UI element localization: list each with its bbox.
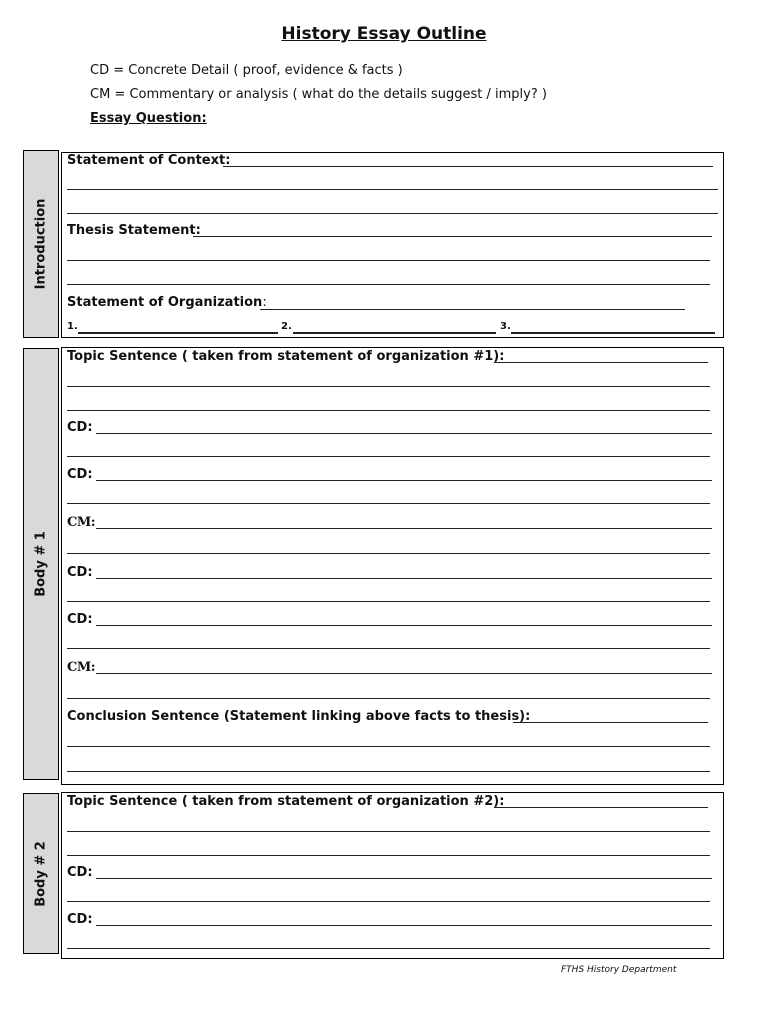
footer-department: FTHS History Department — [561, 965, 677, 975]
cm-label: CM: — [67, 515, 96, 530]
cm-write-line[interactable] — [67, 553, 710, 554]
conclusion-write-line[interactable] — [513, 722, 708, 723]
cd-write-line[interactable] — [67, 456, 710, 457]
topic-sentence-label: Topic Sentence ( taken from statement of organization #2): — [67, 794, 505, 809]
context-write-line[interactable] — [67, 189, 718, 190]
organization-item-number: 2. — [281, 321, 292, 332]
cd-write-line[interactable] — [96, 578, 712, 579]
topic-write-line[interactable] — [67, 386, 710, 387]
organization-write-line[interactable] — [260, 309, 685, 310]
cd-label: CD: — [67, 420, 93, 435]
cd-write-line[interactable] — [67, 648, 710, 649]
conclusion-sentence-label: Conclusion Sentence (Statement linking above facts to thesis): — [67, 709, 531, 724]
topic-write-line[interactable] — [67, 831, 710, 832]
cm-write-line[interactable] — [96, 673, 712, 674]
thesis-statement-label: Thesis Statement: — [67, 223, 201, 238]
section-label-body-1: Body # 1 — [23, 348, 59, 780]
cd-write-line[interactable] — [67, 503, 710, 504]
cm-write-line[interactable] — [67, 698, 710, 699]
organization-item-line[interactable] — [78, 332, 278, 334]
cd-write-line[interactable] — [67, 901, 710, 902]
context-write-line[interactable] — [223, 166, 713, 167]
topic-write-line[interactable] — [67, 855, 710, 856]
cm-write-line[interactable] — [96, 528, 712, 529]
cd-label: CD: — [67, 467, 93, 482]
organization-item-number: 3. — [500, 321, 511, 332]
organization-item-number: 1. — [67, 321, 78, 332]
legend-cm: CM = Commentary or analysis ( what do the details suggest / imply? ) — [90, 87, 547, 102]
statement-of-organization-label: Statement of Organization: — [67, 295, 267, 310]
cd-write-line[interactable] — [96, 480, 712, 481]
essay-question-label: Essay Question: — [90, 111, 207, 126]
cd-label: CD: — [67, 565, 93, 580]
cd-write-line[interactable] — [96, 878, 712, 879]
organization-item-line[interactable] — [293, 332, 496, 334]
topic-write-line[interactable] — [494, 807, 708, 808]
conclusion-write-line[interactable] — [67, 771, 710, 772]
cd-write-line[interactable] — [67, 948, 710, 949]
thesis-write-line[interactable] — [193, 236, 712, 237]
cd-write-line[interactable] — [96, 925, 712, 926]
cd-label: CD: — [67, 912, 93, 927]
thesis-write-line[interactable] — [67, 260, 710, 261]
topic-sentence-label: Topic Sentence ( taken from statement of organization #1): — [67, 349, 505, 364]
cm-label: CM: — [67, 660, 96, 675]
cd-write-line[interactable] — [67, 601, 710, 602]
topic-write-line[interactable] — [494, 362, 708, 363]
legend-cd: CD = Concrete Detail ( proof, evidence & facts ) — [90, 63, 403, 78]
cd-label: CD: — [67, 865, 93, 880]
topic-write-line[interactable] — [67, 410, 710, 411]
section-label-introduction: Introduction — [23, 150, 59, 338]
conclusion-write-line[interactable] — [67, 746, 710, 747]
section-label-body-2: Body # 2 — [23, 793, 59, 954]
thesis-write-line[interactable] — [67, 284, 710, 285]
organization-item-line[interactable] — [511, 332, 715, 334]
cd-write-line[interactable] — [96, 625, 712, 626]
page-title: History Essay Outline — [281, 24, 487, 44]
cd-label: CD: — [67, 612, 93, 627]
statement-of-context-label: Statement of Context: — [67, 153, 231, 168]
context-write-line[interactable] — [67, 213, 718, 214]
cd-write-line[interactable] — [96, 433, 712, 434]
body-2-box — [61, 792, 724, 959]
